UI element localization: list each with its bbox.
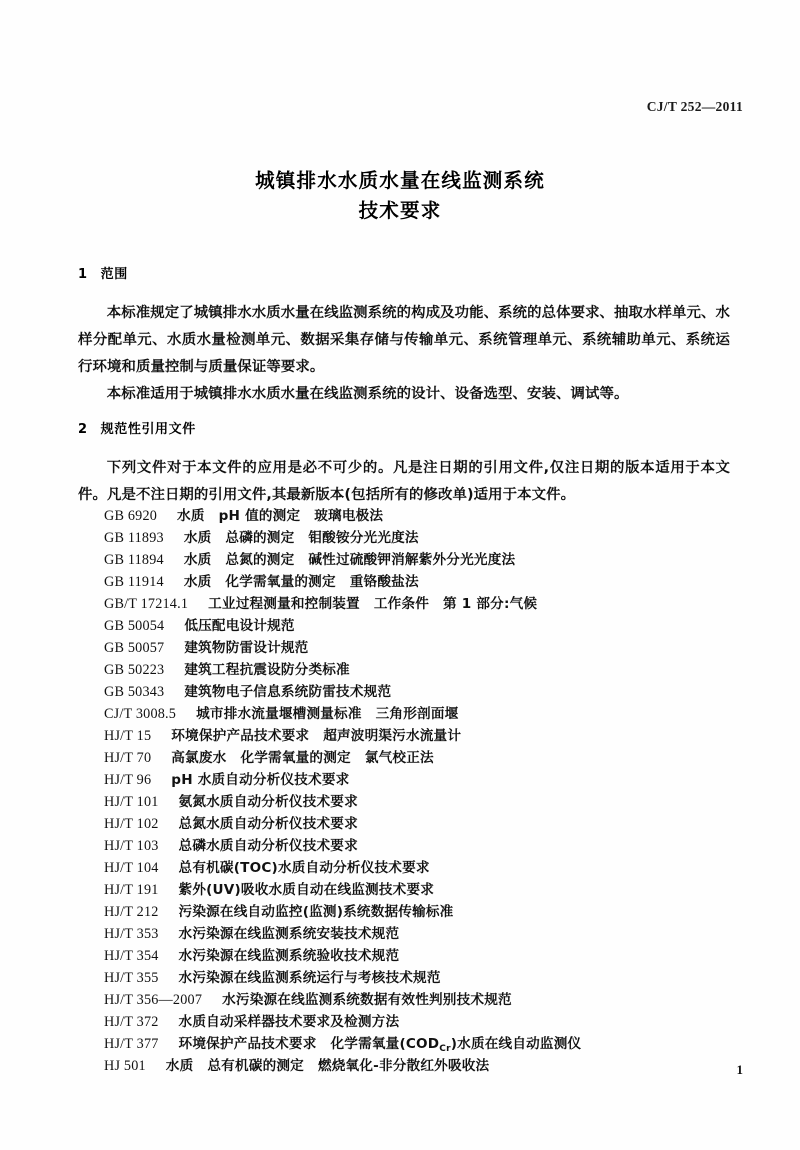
- page-number: 1: [736, 1062, 743, 1077]
- reference-code: GB 11914: [104, 574, 164, 590]
- reference-item: [104, 615, 764, 637]
- reference-method: 玻璃电极法: [314, 508, 384, 524]
- reference-code: GB 11893: [104, 530, 164, 546]
- reference-method: 钼酸铵分光光度法: [308, 530, 419, 546]
- reference-item: [104, 879, 764, 901]
- reference-item: [104, 1033, 764, 1055]
- reference-code: HJ/T 372: [104, 1014, 159, 1030]
- reference-code: HJ/T 102: [104, 816, 159, 832]
- reference-subtitle: 超声波明渠污水流量计: [323, 728, 462, 744]
- reference-method: 重铬酸盐法: [349, 574, 419, 590]
- reference-code: GB 50054: [104, 618, 165, 634]
- reference-method: 第 1 部分:气候: [443, 596, 538, 612]
- reference-title: 总磷水质自动分析仪技术要求: [178, 838, 358, 854]
- reference-title: 环境保护产品技术要求: [178, 1036, 317, 1052]
- reference-item: [104, 659, 764, 681]
- running-header-standard-number: CJ/T 252—2011: [646, 99, 743, 114]
- reference-item: [104, 857, 764, 879]
- reference-title: 城市排水流量堰槽测量标准: [196, 706, 362, 722]
- reference-code: GB 50057: [104, 640, 165, 656]
- reference-subtitle: 三角形剖面堰: [375, 706, 459, 722]
- reference-code: HJ/T 104: [104, 860, 159, 876]
- reference-code: HJ/T 15: [104, 728, 152, 744]
- reference-title: 污染源在线自动监控(监测)系统数据传输标准: [178, 904, 454, 920]
- reference-code: GB 50223: [104, 662, 165, 678]
- reference-subtitle: 化学需氧量的测定: [225, 574, 336, 590]
- reference-code: HJ/T 353: [104, 926, 159, 942]
- normative-reference-list: [104, 505, 764, 1077]
- reference-title: 建筑工程抗震设防分类标准: [184, 662, 350, 678]
- reference-title: 水质: [183, 530, 212, 546]
- section-label-2: 规范性引用文件: [100, 422, 196, 437]
- section-heading-normative-references: [78, 418, 196, 437]
- reference-title: 总氮水质自动分析仪技术要求: [178, 816, 358, 832]
- reference-subtitle: pH 值的测定: [218, 508, 301, 524]
- reference-title: 紫外(UV)吸收水质自动在线监测技术要求: [178, 882, 435, 898]
- scope-paragraph-2: 本标准适用于城镇排水水质水量在线监测系统的设计、设备选型、安装、调试等。: [106, 386, 629, 402]
- reference-title: 建筑物电子信息系统防雷技术规范: [184, 684, 392, 700]
- reference-method: 燃烧氧化-非分散红外吸收法: [317, 1058, 490, 1074]
- reference-code: HJ/T 355: [104, 970, 159, 986]
- reference-item: [104, 681, 764, 703]
- reference-title: 水质: [177, 508, 205, 524]
- reference-item: [104, 571, 764, 593]
- reference-title: 环境保护产品技术要求: [171, 728, 310, 744]
- reference-item: [104, 725, 764, 747]
- reference-code: HJ/T 191: [104, 882, 159, 898]
- reference-code: HJ/T 96: [104, 772, 152, 788]
- reference-method: 氯气校正法: [364, 750, 434, 766]
- reference-item: [104, 835, 764, 857]
- reference-code: HJ/T 101: [104, 794, 159, 810]
- reference-title: 氨氮水质自动分析仪技术要求: [178, 794, 358, 810]
- reference-code: CJ/T 3008.5: [104, 706, 177, 722]
- reference-code: GB/T 17214.1: [104, 596, 189, 612]
- reference-title: 建筑物防雷设计规范: [184, 640, 309, 656]
- reference-subtitle: 工作条件: [373, 596, 430, 612]
- reference-title: 水污染源在线监测系统数据有效性判别技术规范: [222, 992, 512, 1008]
- reference-item: [104, 703, 764, 725]
- reference-title: 水污染源在线监测系统安装技术规范: [178, 926, 400, 942]
- reference-title: 水质自动采样器技术要求及检测方法: [178, 1014, 400, 1030]
- reference-code: GB 11894: [104, 552, 164, 568]
- reference-item: [104, 505, 764, 527]
- reference-code: HJ/T 212: [104, 904, 159, 920]
- reference-title: 水质: [183, 552, 212, 568]
- reference-title: 低压配电设计规范: [184, 618, 295, 634]
- reference-title: 水污染源在线监测系统运行与考核技术规范: [178, 970, 441, 986]
- reference-code: HJ/T 70: [104, 750, 152, 766]
- title-line-1: 城镇排水水质水量在线监测系统: [255, 169, 545, 192]
- reference-subtitle: 化学需氧量的测定: [240, 750, 351, 766]
- reference-code: GB 50343: [104, 684, 165, 700]
- normative-references-intro: 下列文件对于本文件的应用是必不可少的。凡是注日期的引用文件,仅注日期的版本适用于本文件。凡是不注日期的引用文件,其最新版本(包括所有的修改单)适用于本文件。: [78, 460, 730, 503]
- section-number-1: 1: [78, 267, 88, 282]
- reference-item: [104, 1055, 764, 1077]
- reference-subtitle: 总磷的测定: [225, 530, 295, 546]
- title-line-2: 技术要求: [358, 199, 442, 222]
- section-label-1: 范围: [100, 267, 128, 282]
- reference-subtitle: 总有机碳的测定: [207, 1058, 304, 1074]
- reference-title: pH 水质自动分析仪技术要求: [171, 772, 350, 788]
- reference-item: [104, 593, 764, 615]
- reference-item: [104, 769, 764, 791]
- reference-title: 水质: [165, 1058, 194, 1074]
- reference-item: [104, 549, 764, 571]
- scope-paragraph-1: 本标准规定了城镇排水水质水量在线监测系统的构成及功能、系统的总体要求、抽取水样单元、水样分配单元、水质水量检测单元、数据采集存储与传输单元、系统管理单元、系统辅助单元、系统运行环境和质量控制与质量保证等要求。: [78, 305, 730, 375]
- reference-subtitle: 总氮的测定: [225, 552, 295, 568]
- reference-item: [104, 747, 764, 769]
- section-heading-scope: [78, 263, 128, 282]
- reference-subtitle: 化学需氧量$(COD_{Cr})$水质在线自动监测仪: [330, 1036, 582, 1054]
- reference-item: [104, 791, 764, 813]
- reference-title: 高氯废水: [171, 750, 227, 766]
- reference-subscript: Cr: [439, 1044, 451, 1054]
- reference-item: [104, 813, 764, 835]
- reference-item: [104, 527, 764, 549]
- reference-title: 工业过程测量和控制装置: [208, 596, 360, 612]
- reference-item: [104, 901, 764, 923]
- reference-item: [104, 637, 764, 659]
- reference-code: HJ 501: [104, 1058, 146, 1074]
- reference-code: HJ/T 354: [104, 948, 159, 964]
- reference-code: HJ/T 103: [104, 838, 159, 854]
- reference-item: [104, 989, 764, 1011]
- reference-code: HJ/T 356—2007: [104, 992, 203, 1008]
- document-title: [0, 166, 800, 226]
- reference-title: 水质: [183, 574, 212, 590]
- reference-code: GB 6920: [104, 508, 158, 524]
- section-number-2: 2: [78, 422, 88, 437]
- reference-item: [104, 967, 764, 989]
- reference-title: 水污染源在线监测系统验收技术规范: [178, 948, 400, 964]
- reference-method: 碱性过硫酸钾消解紫外分光光度法: [308, 552, 516, 568]
- reference-code: HJ/T 377: [104, 1036, 159, 1052]
- reference-item: [104, 945, 764, 967]
- reference-title: 总有机碳(TOC)水质自动分析仪技术要求: [178, 860, 430, 876]
- reference-item: [104, 1011, 764, 1033]
- reference-item: [104, 923, 764, 945]
